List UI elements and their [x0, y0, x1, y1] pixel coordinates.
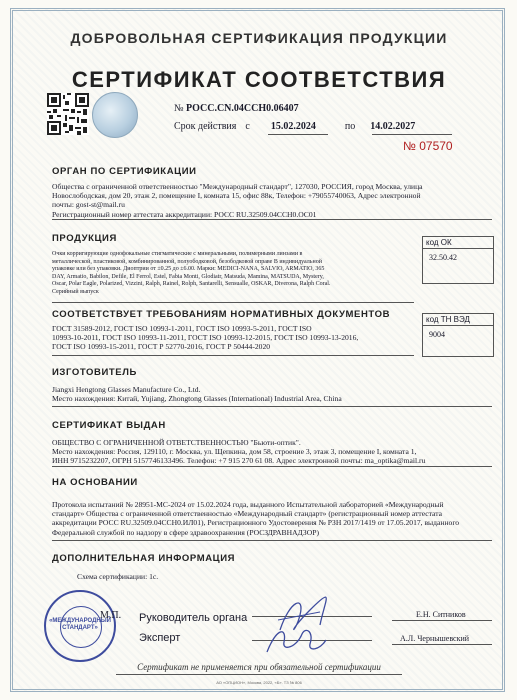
tnved-code-value: 9004 [429, 330, 445, 339]
cert-number: РОСС.CN.04ССН0.06407 [186, 103, 299, 114]
okpd-code-box [422, 236, 494, 284]
serial-number: № 07570 [403, 139, 453, 153]
head-label: Руководитель органа [139, 612, 248, 624]
footer-note: Сертификат не применяется при обязательной сертификации [137, 662, 381, 672]
to-date: 14.02.2027 [370, 121, 416, 132]
product-text: Очки корригирующие однофокальные стигматические с минеральными, полимерными линзами в металлической, пластиковой, комбинированной, полуободковой, безободковой оправе В индивидуальной упаковке или без упаковки. Диоптрии от ±0.25 до ±6.00. Марки: MEDICI-NANA, SALVIO, ARMATIO, 365 DAY, Armatio, Babilon, Defile, El Ferrol, Estel, Fabia Monti, Glodiatr, Matsuda, Mamina, MATSUDA, Mystery, Oscar, Polar Eagle, Polarized, Vizzini, Ralph, Rainel, Rolph, Santarelli, Sensualle, OSKAR, Diverona, Ralph Coral. Серийный выпуск [52, 251, 331, 295]
microprint: АО «ОПЦИОН», Москва, 2022, «Б». ТЗ № 806 [216, 680, 302, 685]
manufacturer-title: ИЗГОТОВИТЕЛЬ [52, 367, 137, 378]
stamp-text: «МЕЖДУНАРОДНЫЙ СТАНДАРТ» [49, 618, 111, 631]
certificate-title: СЕРТИФИКАТ СООТВЕТСТВИЯ [71, 67, 447, 92]
round-stamp [44, 590, 116, 662]
qr-code-icon [47, 93, 89, 135]
validity-label: Срок действия [174, 121, 237, 132]
basis-title: НА ОСНОВАНИИ [52, 477, 138, 488]
signature-expert [262, 622, 332, 658]
cert-number-row [174, 103, 299, 114]
issued-text: ОБЩЕСТВО С ОГРАНИЧЕННОЙ ОТВЕТСТВЕННОСТЬЮ "Бьюти-оптик". Место нахождения: Россия, 129110, г. Москва, ул. Щепкина, дом 58, строение 3, этаж 3, помещение I, комната 1, ИНН 9715232207, ОГРН 5157746133496. Телефон: +7 915 270 61 08. Адрес электронной почты: ma_optika@mail.ru [52, 438, 426, 466]
product-title: ПРОДУКЦИЯ [52, 233, 117, 244]
basis-text: Протокола испытаний № 28951-МС-2024 от 15.02.2024 года, выданного Испытательной лабораторией «Международный стандарт» Общества с ограниченной ответственностью «Международный стандарт» (регистрационный номер аттестата аккредитации РОСС RU.32509.04ССН0.ИЛ01), Регистрационного Удостоверения № РЗН 2017/1419 от 17.05.2017, выданного Федеральной службой по надзору в сфере здравоохранения (РОСЗДРАВНАДЗОР) [52, 500, 460, 537]
additional-title: ДОПОЛНИТЕЛЬНАЯ ИНФОРМАЦИЯ [52, 553, 236, 564]
issued-title: СЕРТИФИКАТ ВЫДАН [52, 420, 166, 431]
head-name: Е.Н. Ситников [416, 610, 466, 619]
mp-mark: М.П. [100, 610, 122, 621]
hologram-seal-icon [92, 92, 138, 138]
okpd-code-label: код ОК [423, 237, 493, 249]
cert-number-prefix: № [174, 103, 184, 114]
organ-text: Общества с ограниченной ответственностью "Международный стандарт", 127030, РОССИЯ, город Москва, улица Новослободская, дом 20, этаж 2, помещение I, комната 15, офис 88к, Телефон: +79055740063, Адрес электронной почты: gost-st@mail.ru Регистрационный номер аттестата аккредитации: РОСС RU.32509.04ССН0.ОС01 [52, 182, 423, 219]
header-band: ДОБРОВОЛЬНАЯ СЕРТИФИКАЦИЯ ПРОДУКЦИИ [70, 30, 448, 46]
expert-name: А.Л. Чернышевский [400, 634, 470, 643]
expert-label: Эксперт [139, 632, 181, 644]
to-label: по [344, 121, 356, 132]
organ-title: ОРГАН ПО СЕРТИФИКАЦИИ [52, 166, 197, 177]
scheme-text: Схема сертификации: 1с. [77, 572, 159, 581]
okpd-code-value: 32.50.42 [429, 253, 457, 262]
requirements-title: СООТВЕТСТВУЕТ ТРЕБОВАНИЯМ НОРМАТИВНЫХ ДОКУМЕНТОВ [52, 309, 391, 320]
from-date: 15.02.2024 [270, 121, 316, 132]
tnved-code-label: код ТН ВЭД [423, 314, 493, 326]
requirements-text: ГОСТ 31589-2012, ГОСТ ISO 10993-1-2011, ГОСТ ISO 10993-5-2011, ГОСТ ISO 10993-10-2011, ГОСТ ISO 10993-11-2011, ГОСТ ISO 10993-12-2015, ГОСТ ISO 10993-13-2016, ГОСТ ISO 10993-15-2011, ГОСТ Р 52770-2016, ГОСТ Р 50444-2020 [52, 324, 359, 352]
manufacturer-text: Jiangxi Hengtong Glasses Manufacture Co., Ltd. Место нахождения: Китай, Yujiang, Zhongtong Glasses (International) Industrial Area, China [52, 385, 342, 404]
validity-row [174, 121, 494, 132]
from-label: с [245, 121, 250, 132]
tnved-code-box [422, 313, 494, 357]
